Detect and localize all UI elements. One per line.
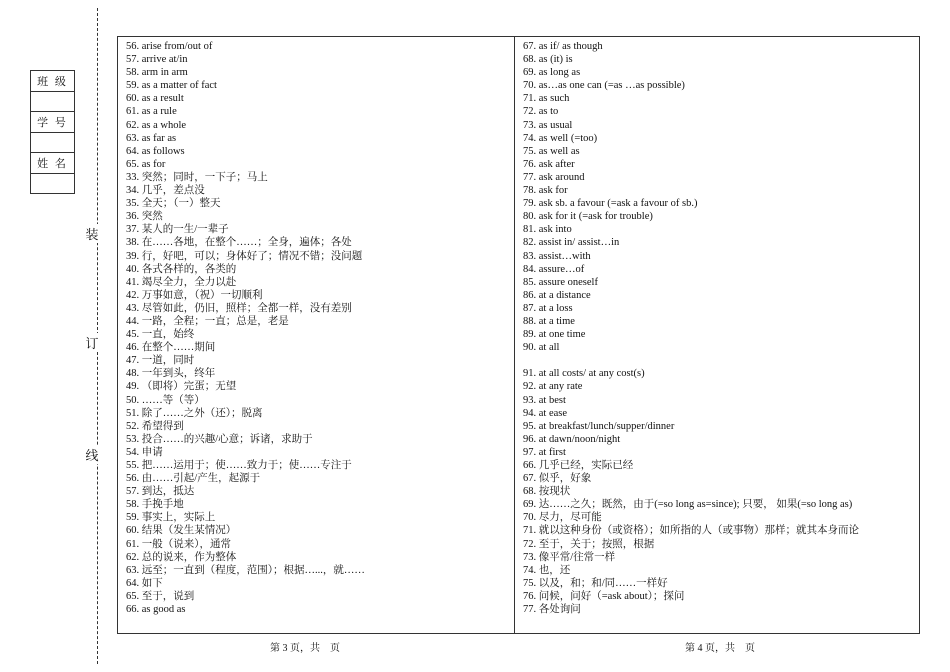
column-divider [514, 37, 515, 633]
phrase-line: 62. as a whole [126, 119, 187, 131]
phrase-line: 42. 万事如意，（祝）一切顺利 [126, 289, 263, 301]
phrase-line: 59. 事实上，实际上 [126, 512, 216, 524]
phrase-line: 57. 到达，抵达 [126, 486, 195, 498]
phrase-line: 76. ask after [523, 158, 575, 170]
phrase-line: 72. as to [523, 106, 559, 118]
student-id-field [31, 132, 75, 153]
phrase-line: 96. at dawn/noon/night [523, 433, 621, 445]
phrase-line: 75. 以及，和；和/同……一样好 [523, 577, 668, 589]
phrase-line: 73. 像平常/往常一样 [523, 551, 616, 563]
phrase-line: 34. 几乎，差点没 [126, 185, 205, 197]
student-info-table [30, 70, 75, 194]
phrase-line: 43. 尽管如此，仍旧，照样；全都一样，没有差别 [126, 302, 352, 314]
phrase-line: 76. 问候，问好（=ask about）；探问 [523, 590, 685, 602]
phrase-line: 48. 一年到头，终年 [126, 368, 216, 380]
phrase-line: 74. as well (=too) [523, 132, 598, 144]
phrase-line: 72. 至于，关于；按照，根据 [523, 538, 655, 550]
phrase-line: 69. as long as [523, 67, 581, 79]
phrase-line: 87. at a loss [523, 302, 573, 314]
phrase-line: 68. 按现状 [523, 486, 571, 498]
phrase-line: 53. 投合……的兴趣/心意；诉诸，求助于 [126, 433, 313, 445]
phrase-line: 39. 行，好吧，可以；身体好了；情况不错；没问题 [126, 250, 363, 262]
binding-label-xian: 线 [84, 445, 100, 464]
phrase-line: 71. 就以这种身份（或资格）；如所指的人（或事物）那样；就其本身而论 [523, 525, 859, 537]
phrase-line: 38. 在……各地，在整个……；全身，遍体；各处 [126, 237, 352, 249]
phrase-line: 97. at first [523, 446, 566, 458]
phrase-line: 58. 手挽手地 [126, 499, 184, 511]
phrase-line [523, 354, 918, 367]
phrase-line: 70. as…as one can (=as …as possible) [523, 80, 685, 92]
left-column [126, 40, 511, 616]
student-id-label: 学 号 [31, 112, 75, 133]
phrase-line: 35. 全天；（一）整天 [126, 198, 221, 210]
phrase-line: 36. 突然 [126, 211, 163, 223]
phrase-line: 45. 一直，始终 [126, 329, 195, 341]
phrase-line: 90. at all [523, 342, 560, 354]
phrase-line: 89. at one time [523, 329, 586, 341]
phrase-line: 55. 把……运用于；使……致力于；使……专注于 [126, 460, 352, 471]
phrase-line: 88. at a time [523, 315, 575, 327]
phrase-line: 77. ask around [523, 171, 585, 183]
phrase-line: 54. 申请 [126, 446, 163, 458]
worksheet-frame [117, 36, 920, 634]
phrase-line: 46. 在整个……期间 [126, 342, 216, 354]
phrase-line: 33. 突然；同时，一下子；马上 [126, 171, 268, 183]
phrase-line: 66. as good as [126, 604, 186, 616]
page-footer-right: 第 4 页，共 页 [685, 643, 755, 654]
class-label: 班 级 [31, 71, 75, 92]
phrase-line: 51. 除了……之外（还）；脱离 [126, 407, 263, 419]
phrase-line: 62. 总的说来，作为整体 [126, 551, 237, 563]
phrase-line: 63. as far as [126, 132, 177, 144]
phrase-line: 63. 远至；一直到（程度，范围）；根据…...，就…… [126, 564, 365, 576]
class-field [31, 91, 75, 112]
phrase-line: 57. arrive at/in [126, 54, 188, 66]
phrase-line: 66. 几乎已经，实际已经 [523, 460, 634, 471]
phrase-line: 64. as follows [126, 145, 185, 157]
phrase-line: 79. ask sb. a favour (=ask a favour of sb.) [523, 198, 698, 210]
phrase-line: 60. as a result [126, 93, 184, 105]
phrase-line: 71. as such [523, 93, 570, 105]
phrase-line: 85. assure oneself [523, 276, 598, 288]
phrase-line: 44. 一路，全程；一直；总是，老是 [126, 315, 289, 327]
binding-label-zhuang: 装 [84, 224, 100, 243]
phrase-line: 58. arm in arm [126, 67, 188, 79]
phrase-line: 65. as for [126, 158, 166, 170]
phrase-line: 73. as usual [523, 119, 573, 131]
phrase-line: 78. ask for [523, 185, 568, 197]
phrase-line: 83. assist…with [523, 250, 591, 262]
phrase-line: 67. 似乎，好象 [523, 473, 592, 485]
phrase-line: 61. 一般（说来），通常 [126, 538, 231, 550]
phrase-line: 86. at a distance [523, 289, 591, 301]
phrase-line: 81. ask into [523, 224, 572, 236]
phrase-line: 40. 各式各样的，各类的 [126, 263, 237, 275]
name-label: 姓 名 [31, 153, 75, 174]
phrase-line: 75. as well as [523, 145, 580, 157]
phrase-line: 52. 希望得到 [126, 420, 184, 432]
phrase-line: 92. at any rate [523, 381, 583, 393]
binding-label-ding: 订 [84, 333, 100, 352]
phrase-line: 56. arise from/out of [126, 41, 213, 52]
phrase-line: 77. 各处询问 [523, 604, 581, 616]
phrase-line: 49. （即将）完蛋；无望 [126, 381, 237, 393]
phrase-line: 59. as a matter of fact [126, 80, 217, 92]
right-column [523, 40, 918, 616]
phrase-line: 41. 竭尽全力，全力以赴 [126, 276, 237, 288]
phrase-line: 70. 尽力，尽可能 [523, 512, 602, 524]
phrase-line: 67. as if/ as though [523, 41, 603, 52]
phrase-line: 60. 结果（发生某情况） [126, 525, 237, 537]
phrase-line: 95. at breakfast/lunch/supper/dinner [523, 420, 675, 432]
phrase-line: 68. as (it) is [523, 54, 573, 66]
phrase-line: 65. 至于，说到 [126, 590, 195, 602]
phrase-line: 93. at best [523, 394, 566, 406]
phrase-line: 56. 由……引起/产生，起源于 [126, 473, 261, 485]
page-footer-left: 第 3 页，共 页 [270, 643, 340, 654]
phrase-line: 91. at all costs/ at any cost(s) [523, 368, 645, 380]
phrase-line: 74. 也，还 [523, 564, 571, 576]
phrase-line: 80. ask for it (=ask for trouble) [523, 211, 653, 223]
phrase-line: 37. 某人的一生/一辈子 [126, 224, 229, 236]
phrase-line: 47. 一道，同时 [126, 355, 195, 367]
phrase-line: 69. 达……之久；既然，由于(=so long as=since); 只要， 如果(=so long as) [523, 499, 853, 511]
phrase-line: 61. as a rule [126, 106, 177, 118]
phrase-line: 50. ……等（等） [126, 394, 205, 406]
phrase-line: 84. assure…of [523, 263, 585, 275]
phrase-line: 94. at ease [523, 407, 568, 419]
name-field [31, 173, 75, 194]
phrase-line: 64. 如下 [126, 577, 163, 589]
phrase-line: 82. assist in/ assist…in [523, 237, 620, 249]
